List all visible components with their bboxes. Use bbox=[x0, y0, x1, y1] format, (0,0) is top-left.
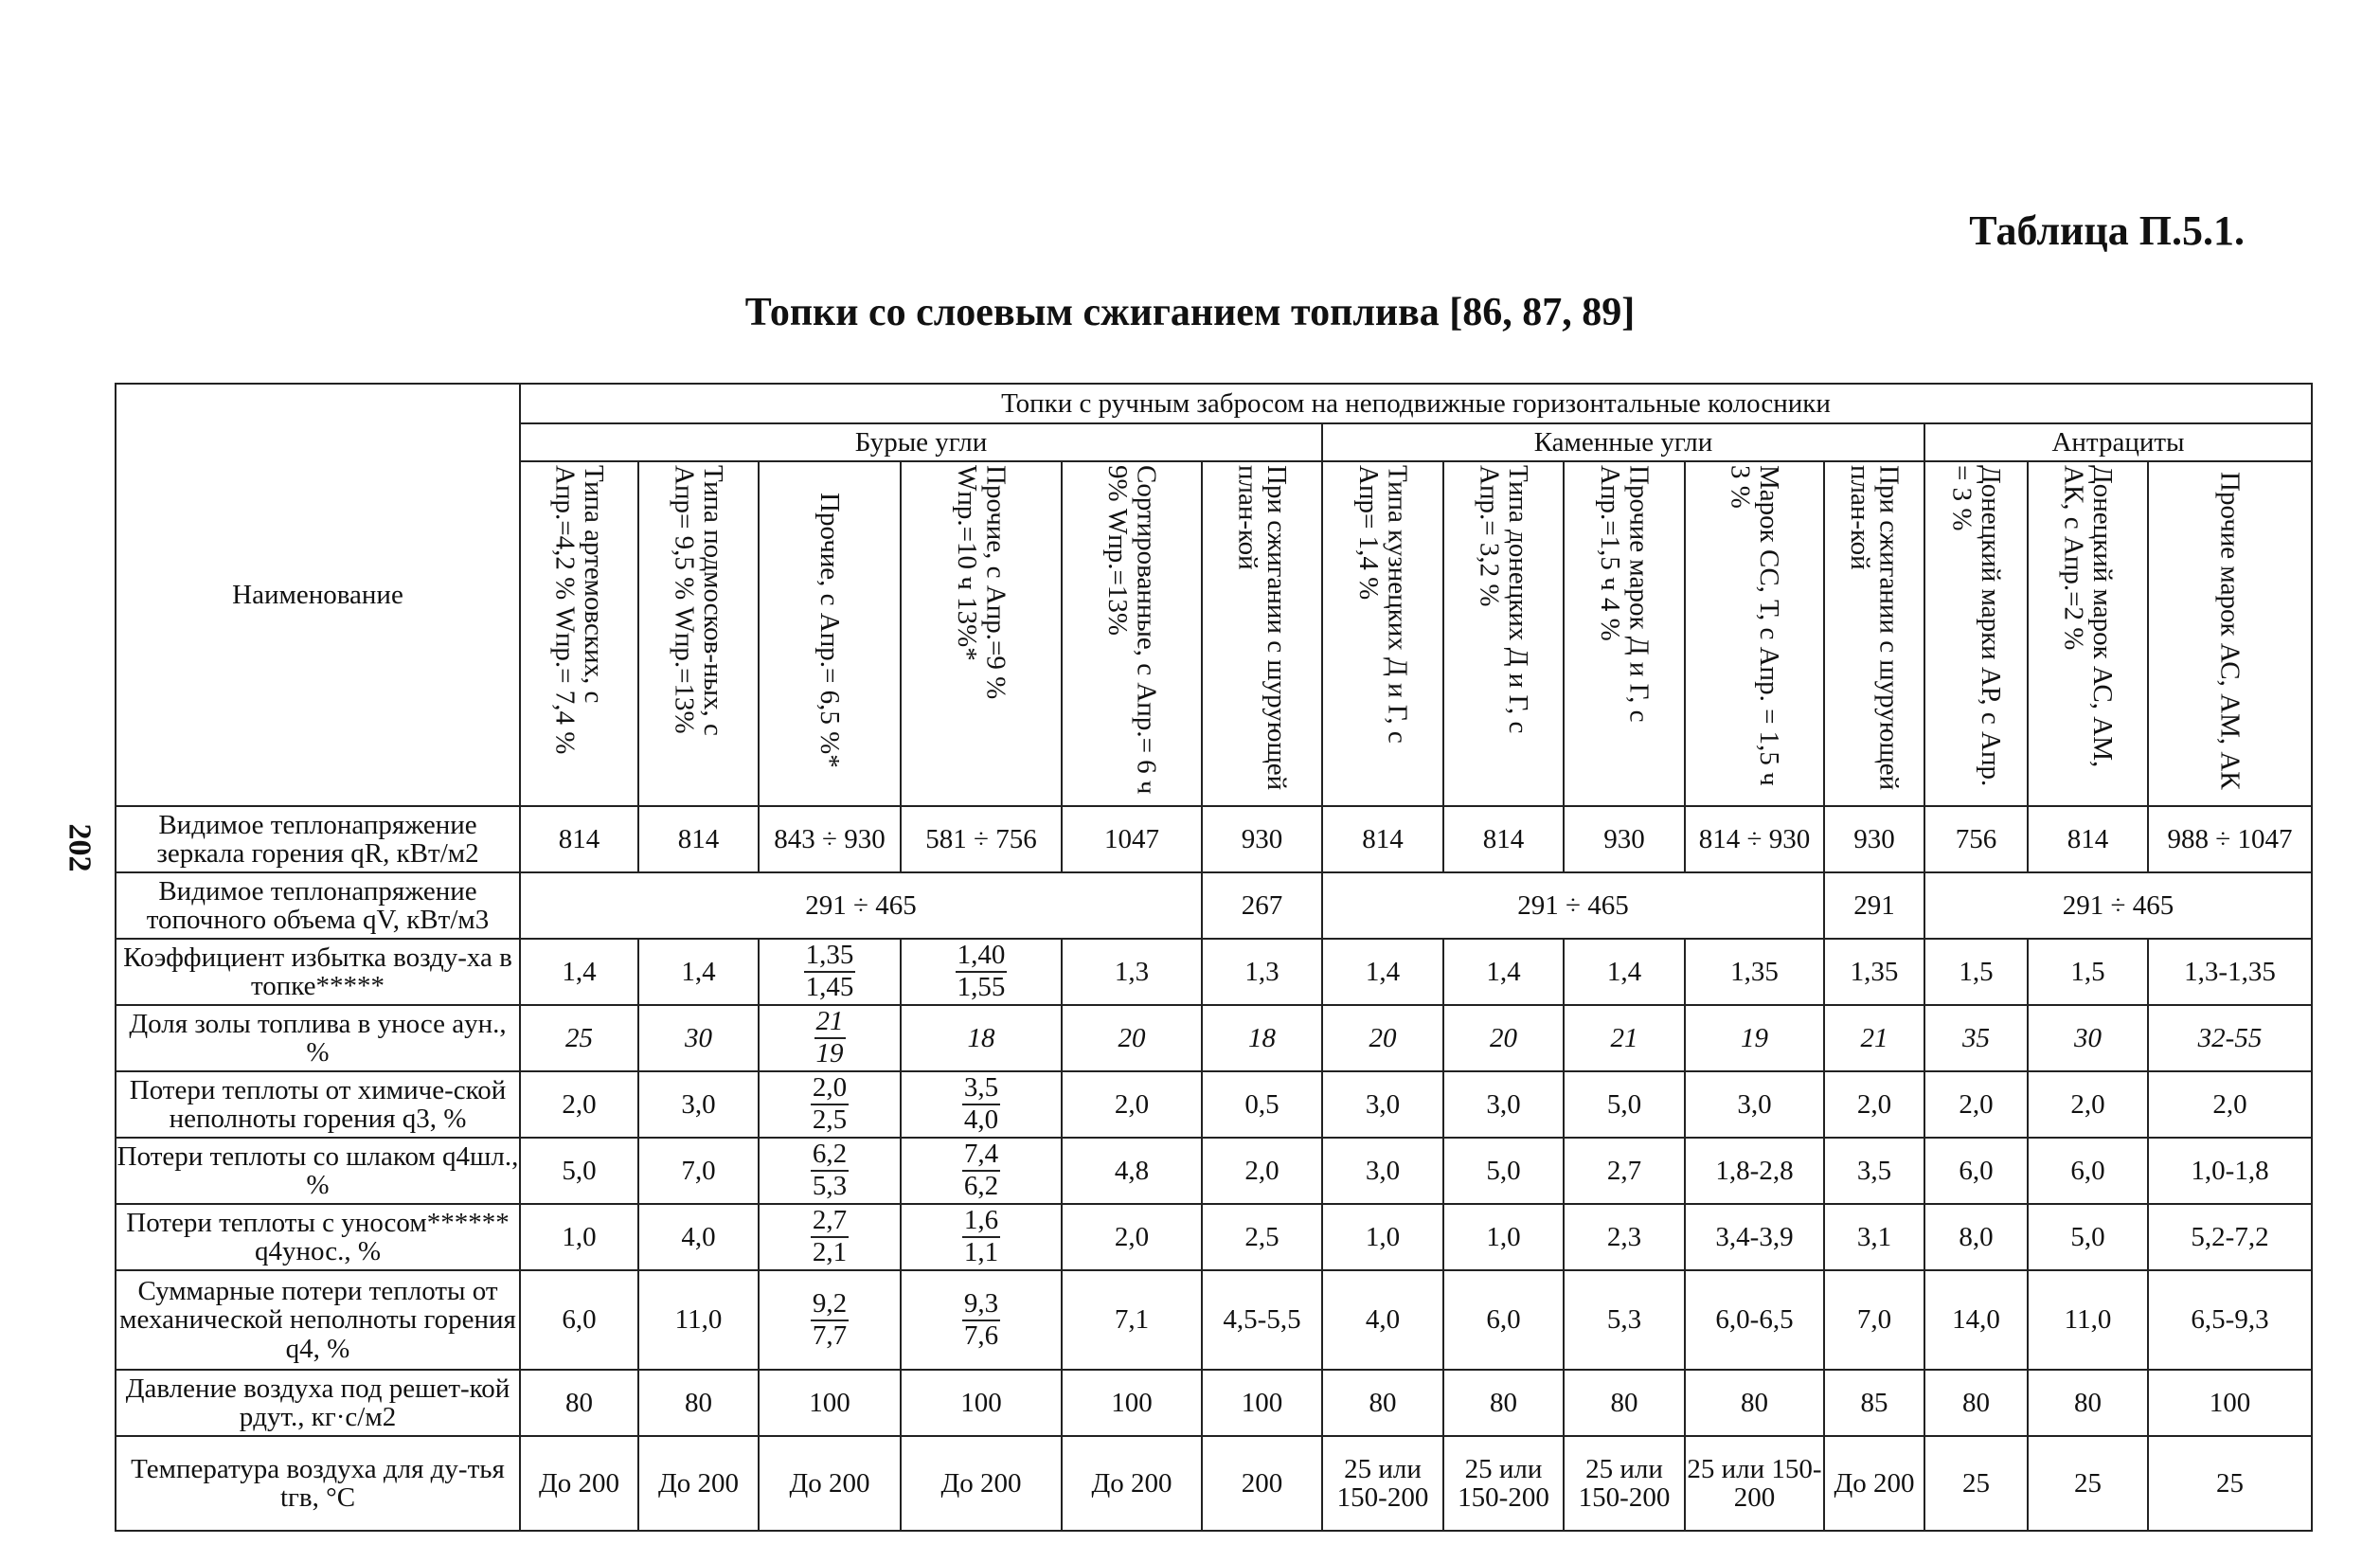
table-cell: 6,0 bbox=[1924, 1138, 2028, 1204]
table-cell: 30 bbox=[638, 1005, 759, 1071]
header-group-brown-coal: Бурые угли bbox=[520, 423, 1322, 461]
table-cell: 2,0 bbox=[520, 1071, 638, 1138]
table-cell: 1,0-1,8 bbox=[2148, 1138, 2312, 1204]
table-cell: 3,0 bbox=[1685, 1071, 1824, 1138]
column-header: Прочие, с Aпр.= 6,5 %* bbox=[759, 461, 901, 806]
table-cell: 8,0 bbox=[1924, 1204, 2028, 1270]
table-cell: 100 bbox=[2148, 1370, 2312, 1436]
table-cell: 80 bbox=[520, 1370, 638, 1436]
table-cell: 6,0-6,5 bbox=[1685, 1270, 1824, 1370]
table-cell: 18 bbox=[901, 1005, 1062, 1071]
table-cell: 5,0 bbox=[1564, 1071, 1685, 1138]
table-cell: 7,1 bbox=[1062, 1270, 1202, 1370]
table-cell: 1,35 bbox=[1824, 939, 1924, 1005]
table-row bbox=[116, 1138, 2312, 1204]
table-cell: 1,0 bbox=[1443, 1204, 1564, 1270]
table-cell: До 200 bbox=[759, 1436, 901, 1531]
table-cell: 100 bbox=[759, 1370, 901, 1436]
table-cell: 7,0 bbox=[1824, 1270, 1924, 1370]
table-cell: 1,8-2,8 bbox=[1685, 1138, 1824, 1204]
column-header: Прочие, с Aпр.=9 % Wпр.=10 ч 13%* bbox=[901, 461, 1062, 806]
row-name: Потери теплоты со шлаком q4шл., % bbox=[116, 1138, 520, 1204]
table-cell: 32-55 bbox=[2148, 1005, 2312, 1071]
table-cell: $\frac{2,0}{2,5}$ bbox=[759, 1071, 901, 1138]
table-cell: 25 или 150-200 bbox=[1685, 1436, 1824, 1531]
table-cell: 20 bbox=[1443, 1005, 1564, 1071]
table-cell: 267 bbox=[1202, 872, 1322, 939]
table-cell: 21 bbox=[1564, 1005, 1685, 1071]
table-cell: 1047 bbox=[1062, 806, 1202, 872]
table-cell: 1,4 bbox=[1443, 939, 1564, 1005]
table-cell: 4,0 bbox=[638, 1204, 759, 1270]
table-cell: 2,0 bbox=[1062, 1204, 1202, 1270]
table-cell: До 200 bbox=[638, 1436, 759, 1531]
header-group-hard-coal: Каменные угли bbox=[1322, 423, 1924, 461]
table-cell: 100 bbox=[1202, 1370, 1322, 1436]
table-cell: 814 bbox=[1443, 806, 1564, 872]
table-cell: 11,0 bbox=[2028, 1270, 2148, 1370]
column-header: Донецкий марок АС, АМ, АК, с Aпр.=2 % bbox=[2028, 461, 2148, 806]
table-row bbox=[116, 872, 2312, 939]
table-cell: 25 или 150-200 bbox=[1443, 1436, 1564, 1531]
column-header: Типа кузнецких Д и Г, с Aпр= 1,4 % bbox=[1322, 461, 1443, 806]
table-cell: 80 bbox=[1564, 1370, 1685, 1436]
table-cell: 100 bbox=[901, 1370, 1062, 1436]
table-cell: 5,0 bbox=[1443, 1138, 1564, 1204]
row-name: Доля золы топлива в уносе aун., % bbox=[116, 1005, 520, 1071]
table-cell: 1,4 bbox=[638, 939, 759, 1005]
table-cell: 1,3 bbox=[1202, 939, 1322, 1005]
row-name: Видимое теплонапряжение топочного объема qV, кВт/м3 bbox=[116, 872, 520, 939]
table-cell: $\frac{9,3}{7,6}$ bbox=[901, 1270, 1062, 1370]
table-cell: 2,0 bbox=[1202, 1138, 1322, 1204]
table-cell: 19 bbox=[1685, 1005, 1824, 1071]
table-cell: 20 bbox=[1062, 1005, 1202, 1071]
data-table bbox=[115, 383, 2313, 1532]
table-cell: 80 bbox=[1322, 1370, 1443, 1436]
table-row bbox=[116, 1204, 2312, 1270]
table-cell: 6,0 bbox=[1443, 1270, 1564, 1370]
table-cell: 6,0 bbox=[2028, 1138, 2148, 1204]
table-row bbox=[116, 1005, 2312, 1071]
column-header: При сжигании с шурующей план-кой bbox=[1202, 461, 1322, 806]
row-name: Суммарные потери теплоты от механической неполноты горения q4, % bbox=[116, 1270, 520, 1370]
table-cell: 1,4 bbox=[1564, 939, 1685, 1005]
table-cell: 1,4 bbox=[520, 939, 638, 1005]
header-top-group: Топки с ручным забросом на неподвижные горизонтальные колосники bbox=[520, 384, 2312, 423]
table-cell: 4,5-5,5 bbox=[1202, 1270, 1322, 1370]
table-cell: 1,5 bbox=[2028, 939, 2148, 1005]
table-cell: 25 или 150-200 bbox=[1564, 1436, 1685, 1531]
table-cell: 3,0 bbox=[1443, 1071, 1564, 1138]
column-header: Типа артемовских, с Aпр.=4,2 % Wпр.= 7,4 % bbox=[520, 461, 638, 806]
table-cell: 291 bbox=[1824, 872, 1924, 939]
table-cell: До 200 bbox=[520, 1436, 638, 1531]
table-cell: 930 bbox=[1824, 806, 1924, 872]
table-cell: 25 bbox=[2148, 1436, 2312, 1531]
table-cell: $\frac{1,6}{1,1}$ bbox=[901, 1204, 1062, 1270]
table-cell: 3,0 bbox=[1322, 1138, 1443, 1204]
table-cell: 80 bbox=[1443, 1370, 1564, 1436]
table-cell: 814 bbox=[520, 806, 638, 872]
table-cell: 814 ÷ 930 bbox=[1685, 806, 1824, 872]
table-cell: $\frac{21}{19}$ bbox=[759, 1005, 901, 1071]
table-cell: 1,4 bbox=[1322, 939, 1443, 1005]
column-header: Прочие марок Д и Г, с Aпр.=1,5 ч 4 % bbox=[1564, 461, 1685, 806]
table-cell: 80 bbox=[1685, 1370, 1824, 1436]
table-cell: 1,3 bbox=[1062, 939, 1202, 1005]
table-cell: 6,5-9,3 bbox=[2148, 1270, 2312, 1370]
table-cell: 3,0 bbox=[638, 1071, 759, 1138]
table-cell: 25 bbox=[520, 1005, 638, 1071]
table-cell: 291 ÷ 465 bbox=[1322, 872, 1824, 939]
table-cell: 2,5 bbox=[1202, 1204, 1322, 1270]
table-cell: 25 bbox=[1924, 1436, 2028, 1531]
table-cell: 11,0 bbox=[638, 1270, 759, 1370]
column-header: Марок СС, Т, с Aпр. = 1,5 ч 3 % bbox=[1685, 461, 1824, 806]
table-cell: 814 bbox=[638, 806, 759, 872]
table-cell: 291 ÷ 465 bbox=[1924, 872, 2312, 939]
row-name: Давление воздуха под решет-кой pдут., кг·с/м2 bbox=[116, 1370, 520, 1436]
table-cell: 35 bbox=[1924, 1005, 2028, 1071]
table-cell: 25 bbox=[2028, 1436, 2148, 1531]
table-cell: 2,0 bbox=[2028, 1071, 2148, 1138]
table-cell: 85 bbox=[1824, 1370, 1924, 1436]
table-cell: 2,0 bbox=[1062, 1071, 1202, 1138]
table-cell: 0,5 bbox=[1202, 1071, 1322, 1138]
row-name: Температура воздуха для ду-тья tгв, °С bbox=[116, 1436, 520, 1531]
table-cell: 581 ÷ 756 bbox=[901, 806, 1062, 872]
row-name: Потери теплоты с уносом****** q4унос., % bbox=[116, 1204, 520, 1270]
column-header: Сортированные, с Aпр.= 6 ч 9% Wпр.=13% bbox=[1062, 461, 1202, 806]
table-cell: 3,0 bbox=[1322, 1071, 1443, 1138]
table-cell: 2,7 bbox=[1564, 1138, 1685, 1204]
table-cell: $\frac{3,5}{4,0}$ bbox=[901, 1071, 1062, 1138]
table-cell: 814 bbox=[1322, 806, 1443, 872]
column-header: При сжигании с шурующей план-кой bbox=[1824, 461, 1924, 806]
header-group-anthracite: Антрациты bbox=[1924, 423, 2312, 461]
table-cell: 5,0 bbox=[2028, 1204, 2148, 1270]
table-cell: 3,5 bbox=[1824, 1138, 1924, 1204]
table-cell: 80 bbox=[638, 1370, 759, 1436]
table-row bbox=[116, 806, 2312, 872]
table-cell: $\frac{6,2}{5,3}$ bbox=[759, 1138, 901, 1204]
table-cell: 814 bbox=[2028, 806, 2148, 872]
table-cell: 20 bbox=[1322, 1005, 1443, 1071]
table-cell: До 200 bbox=[1062, 1436, 1202, 1531]
table-cell: 200 bbox=[1202, 1436, 1322, 1531]
table-cell: $\frac{7,4}{6,2}$ bbox=[901, 1138, 1062, 1204]
table-cell: 30 bbox=[2028, 1005, 2148, 1071]
table-cell: 930 bbox=[1202, 806, 1322, 872]
column-header: Прочие марок АС, АМ, АК bbox=[2148, 461, 2312, 806]
table-cell: 1,0 bbox=[1322, 1204, 1443, 1270]
table-cell: 5,3 bbox=[1564, 1270, 1685, 1370]
table-cell: До 200 bbox=[901, 1436, 1062, 1531]
column-header: Типа донецких Д и Г, с Aпр.= 3,2 % bbox=[1443, 461, 1564, 806]
table-cell: 291 ÷ 465 bbox=[520, 872, 1202, 939]
table-cell: 1,5 bbox=[1924, 939, 2028, 1005]
table-cell: 80 bbox=[2028, 1370, 2148, 1436]
table-row bbox=[116, 1370, 2312, 1436]
table-row bbox=[116, 939, 2312, 1005]
table-cell: 4,0 bbox=[1322, 1270, 1443, 1370]
table-row bbox=[116, 1270, 2312, 1370]
table-row bbox=[116, 1436, 2312, 1531]
row-name: Видимое теплонапряжение зеркала горения qR, кВт/м2 bbox=[116, 806, 520, 872]
table-cell: 1,35 bbox=[1685, 939, 1824, 1005]
row-name: Потери теплоты от химиче-ской неполноты горения q3, % bbox=[116, 1071, 520, 1138]
table-cell: 756 bbox=[1924, 806, 2028, 872]
table-cell: 2,3 bbox=[1564, 1204, 1685, 1270]
column-header: Типа подмосков-ных, с Aпр= 9,5 % Wпр.=13% bbox=[638, 461, 759, 806]
page-number: 202 bbox=[62, 823, 98, 872]
table-cell: 80 bbox=[1924, 1370, 2028, 1436]
table-cell: 2,0 bbox=[1824, 1071, 1924, 1138]
column-header: Донецкий марки АР, с Aпр. = 3 % bbox=[1924, 461, 2028, 806]
table-cell: 930 bbox=[1564, 806, 1685, 872]
row-name: Коэффициент избытка возду-ха в топке***** bbox=[116, 939, 520, 1005]
table-cell: 100 bbox=[1062, 1370, 1202, 1436]
table-cell: $\frac{2,7}{2,1}$ bbox=[759, 1204, 901, 1270]
table-cell: До 200 bbox=[1824, 1436, 1924, 1531]
table-cell: 2,0 bbox=[2148, 1071, 2312, 1138]
table-cell: 4,8 bbox=[1062, 1138, 1202, 1204]
table-cell: 5,2-7,2 bbox=[2148, 1204, 2312, 1270]
table-cell: 3,4-3,9 bbox=[1685, 1204, 1824, 1270]
table-cell: 18 bbox=[1202, 1005, 1322, 1071]
table-cell: 6,0 bbox=[520, 1270, 638, 1370]
header-name: Наименование bbox=[116, 384, 520, 806]
table-cell: $\frac{1,35}{1,45}$ bbox=[759, 939, 901, 1005]
table-cell: $\frac{9,2}{7,7}$ bbox=[759, 1270, 901, 1370]
table-cell: 3,1 bbox=[1824, 1204, 1924, 1270]
table-cell: 7,0 bbox=[638, 1138, 759, 1204]
table-cell: 14,0 bbox=[1924, 1270, 2028, 1370]
table-cell: $\frac{1,40}{1,55}$ bbox=[901, 939, 1062, 1005]
table-label: Таблица П.5.1. bbox=[1969, 207, 2245, 254]
table-cell: 843 ÷ 930 bbox=[759, 806, 901, 872]
table-row bbox=[116, 1071, 2312, 1138]
table-cell: 1,0 bbox=[520, 1204, 638, 1270]
table-cell: 988 ÷ 1047 bbox=[2148, 806, 2312, 872]
table-title: Топки со слоевым сжиганием топлива [86, 87, 89] bbox=[744, 291, 1636, 334]
table-cell: 1,3-1,35 bbox=[2148, 939, 2312, 1005]
table-cell: 21 bbox=[1824, 1005, 1924, 1071]
table-cell: 2,0 bbox=[1924, 1071, 2028, 1138]
table-cell: 5,0 bbox=[520, 1138, 638, 1204]
table-cell: 25 или 150-200 bbox=[1322, 1436, 1443, 1531]
